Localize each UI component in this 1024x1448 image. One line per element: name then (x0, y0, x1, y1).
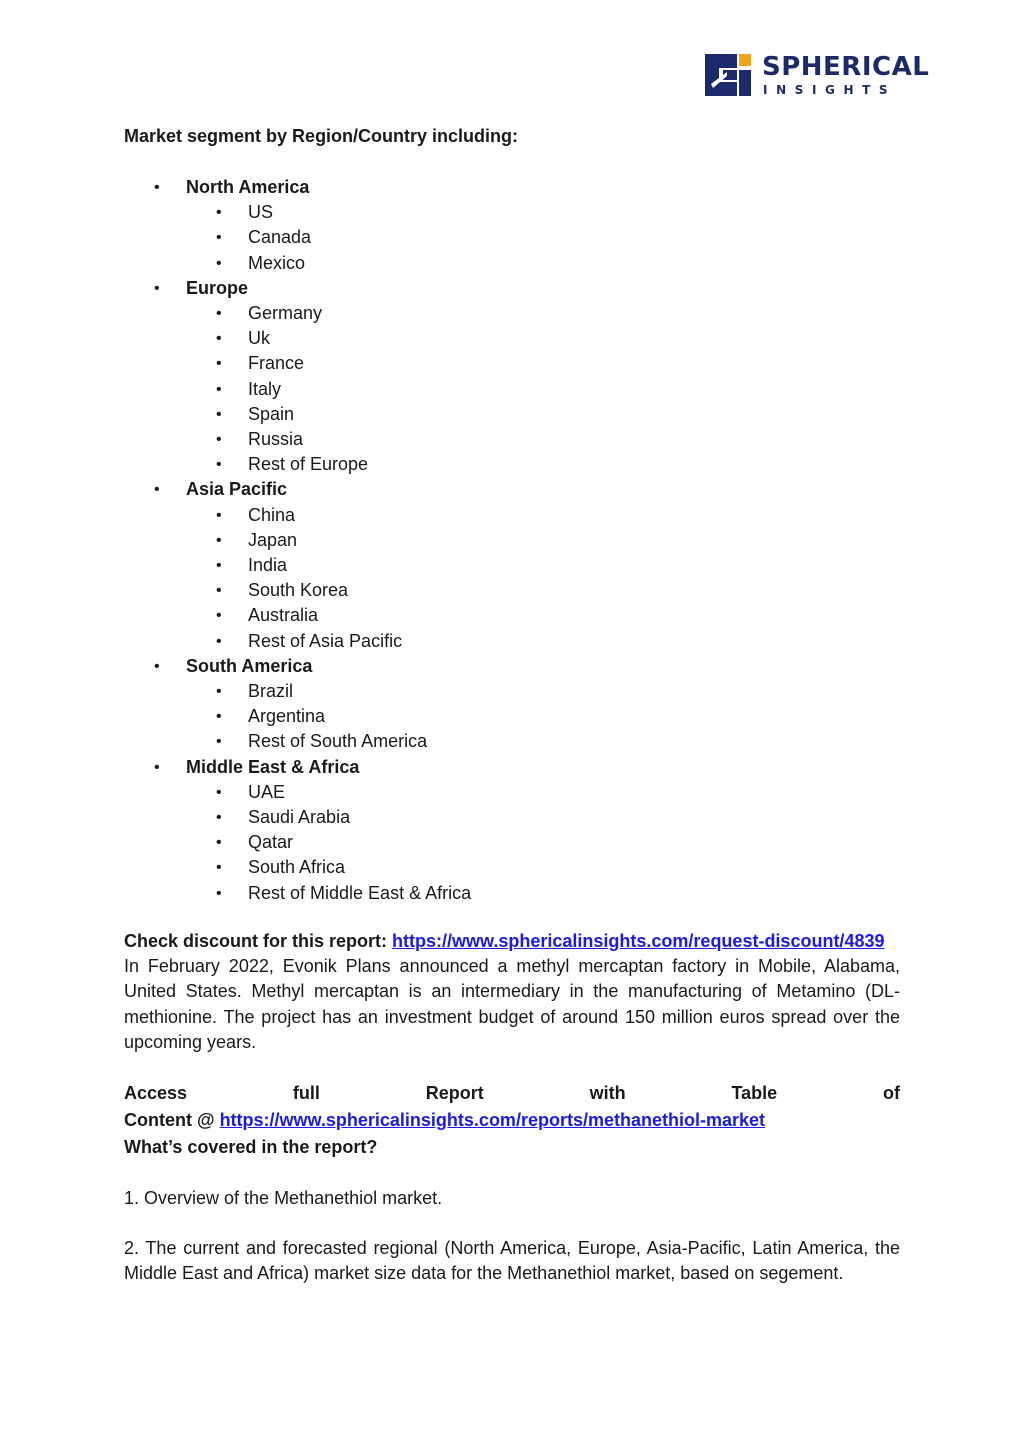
content-label: Content @ (124, 1110, 215, 1130)
country-item: • Rest of Middle East & Africa (186, 881, 471, 906)
logo-mark-icon (705, 54, 751, 96)
country-list (186, 200, 471, 276)
country-item: • Uk (186, 326, 471, 351)
country-item: • China (186, 503, 471, 528)
country-item: • Rest of Asia Pacific (186, 629, 471, 654)
region-name: • South America (186, 655, 313, 676)
country-item: • South Africa (186, 855, 471, 880)
country-item: • Germany (186, 301, 471, 326)
country-item: • India (186, 553, 471, 578)
country-item: • Brazil (186, 679, 471, 704)
access-word: Report (425, 1083, 484, 1103)
access-word: full (292, 1083, 320, 1103)
evonik-paragraph: In February 2022, Evonik Plans announced a methyl mercaptan factory in Mobile, Alabama, United States. Methyl mercaptan is an intermediary in the manufacturing of Metamino (DL-methionine. The project has an investment budget of around 150 million euros spread over the upcoming years. (124, 956, 900, 1052)
access-word: Access (124, 1083, 188, 1103)
covered-heading: What’s covered in the report? (124, 1137, 378, 1157)
country-item: • Japan (186, 528, 471, 553)
region-name: • Middle East & Africa (186, 756, 360, 777)
report-link[interactable]: https://www.sphericalinsights.com/reports/methanethiol-market (219, 1110, 765, 1130)
country-list (186, 679, 471, 755)
country-item: • US (186, 200, 471, 225)
spherical-insights-logo (705, 52, 930, 98)
country-item: • Italy (186, 377, 471, 402)
country-item: • Australia (186, 603, 471, 628)
region-item (124, 477, 471, 653)
access-word: of (882, 1083, 900, 1103)
country-item: • Mexico (186, 251, 471, 276)
covered-item-1: 1. Overview of the Methanethiol market. (124, 1188, 443, 1208)
country-item: • UAE (186, 780, 471, 805)
country-item: • France (186, 351, 471, 376)
access-word: with (589, 1083, 626, 1103)
country-item: • Rest of South America (186, 729, 471, 754)
logo-brand-top: SPHERICAL (762, 52, 930, 82)
country-item: • Qatar (186, 830, 471, 855)
region-list (124, 175, 471, 906)
logo-brand-bottom: INSIGHTS (763, 83, 897, 97)
country-list (186, 301, 471, 477)
country-item: • Argentina (186, 704, 471, 729)
access-line (124, 1080, 900, 1107)
region-item (124, 276, 471, 478)
region-item (124, 654, 471, 755)
region-name: • Europe (186, 277, 249, 298)
region-name: • Asia Pacific (186, 479, 288, 500)
country-list (186, 780, 471, 906)
access-word: Table (731, 1083, 778, 1103)
discount-section (124, 929, 900, 1055)
discount-label: Check discount for this report: (124, 931, 388, 951)
country-item: • Russia (186, 427, 471, 452)
region-item (124, 175, 471, 276)
segment-heading: Market segment by Region/Country including: (124, 126, 519, 146)
discount-link[interactable]: https://www.sphericalinsights.com/request-discount/4839 (392, 931, 885, 951)
region-item (124, 755, 471, 906)
country-item: • Spain (186, 402, 471, 427)
country-item: • Saudi Arabia (186, 805, 471, 830)
country-list (186, 503, 471, 654)
region-name: • North America (186, 177, 310, 197)
access-section (124, 1080, 900, 1161)
country-item: • Canada (186, 225, 471, 250)
country-item: • Rest of Europe (186, 452, 471, 477)
country-item: • South Korea (186, 578, 471, 603)
covered-item-2: 2. The current and forecasted regional (North America, Europe, Asia-Pacific, Latin America, the Middle East and Africa) market size data for the Methanethiol market, based on segement. (124, 1238, 900, 1284)
